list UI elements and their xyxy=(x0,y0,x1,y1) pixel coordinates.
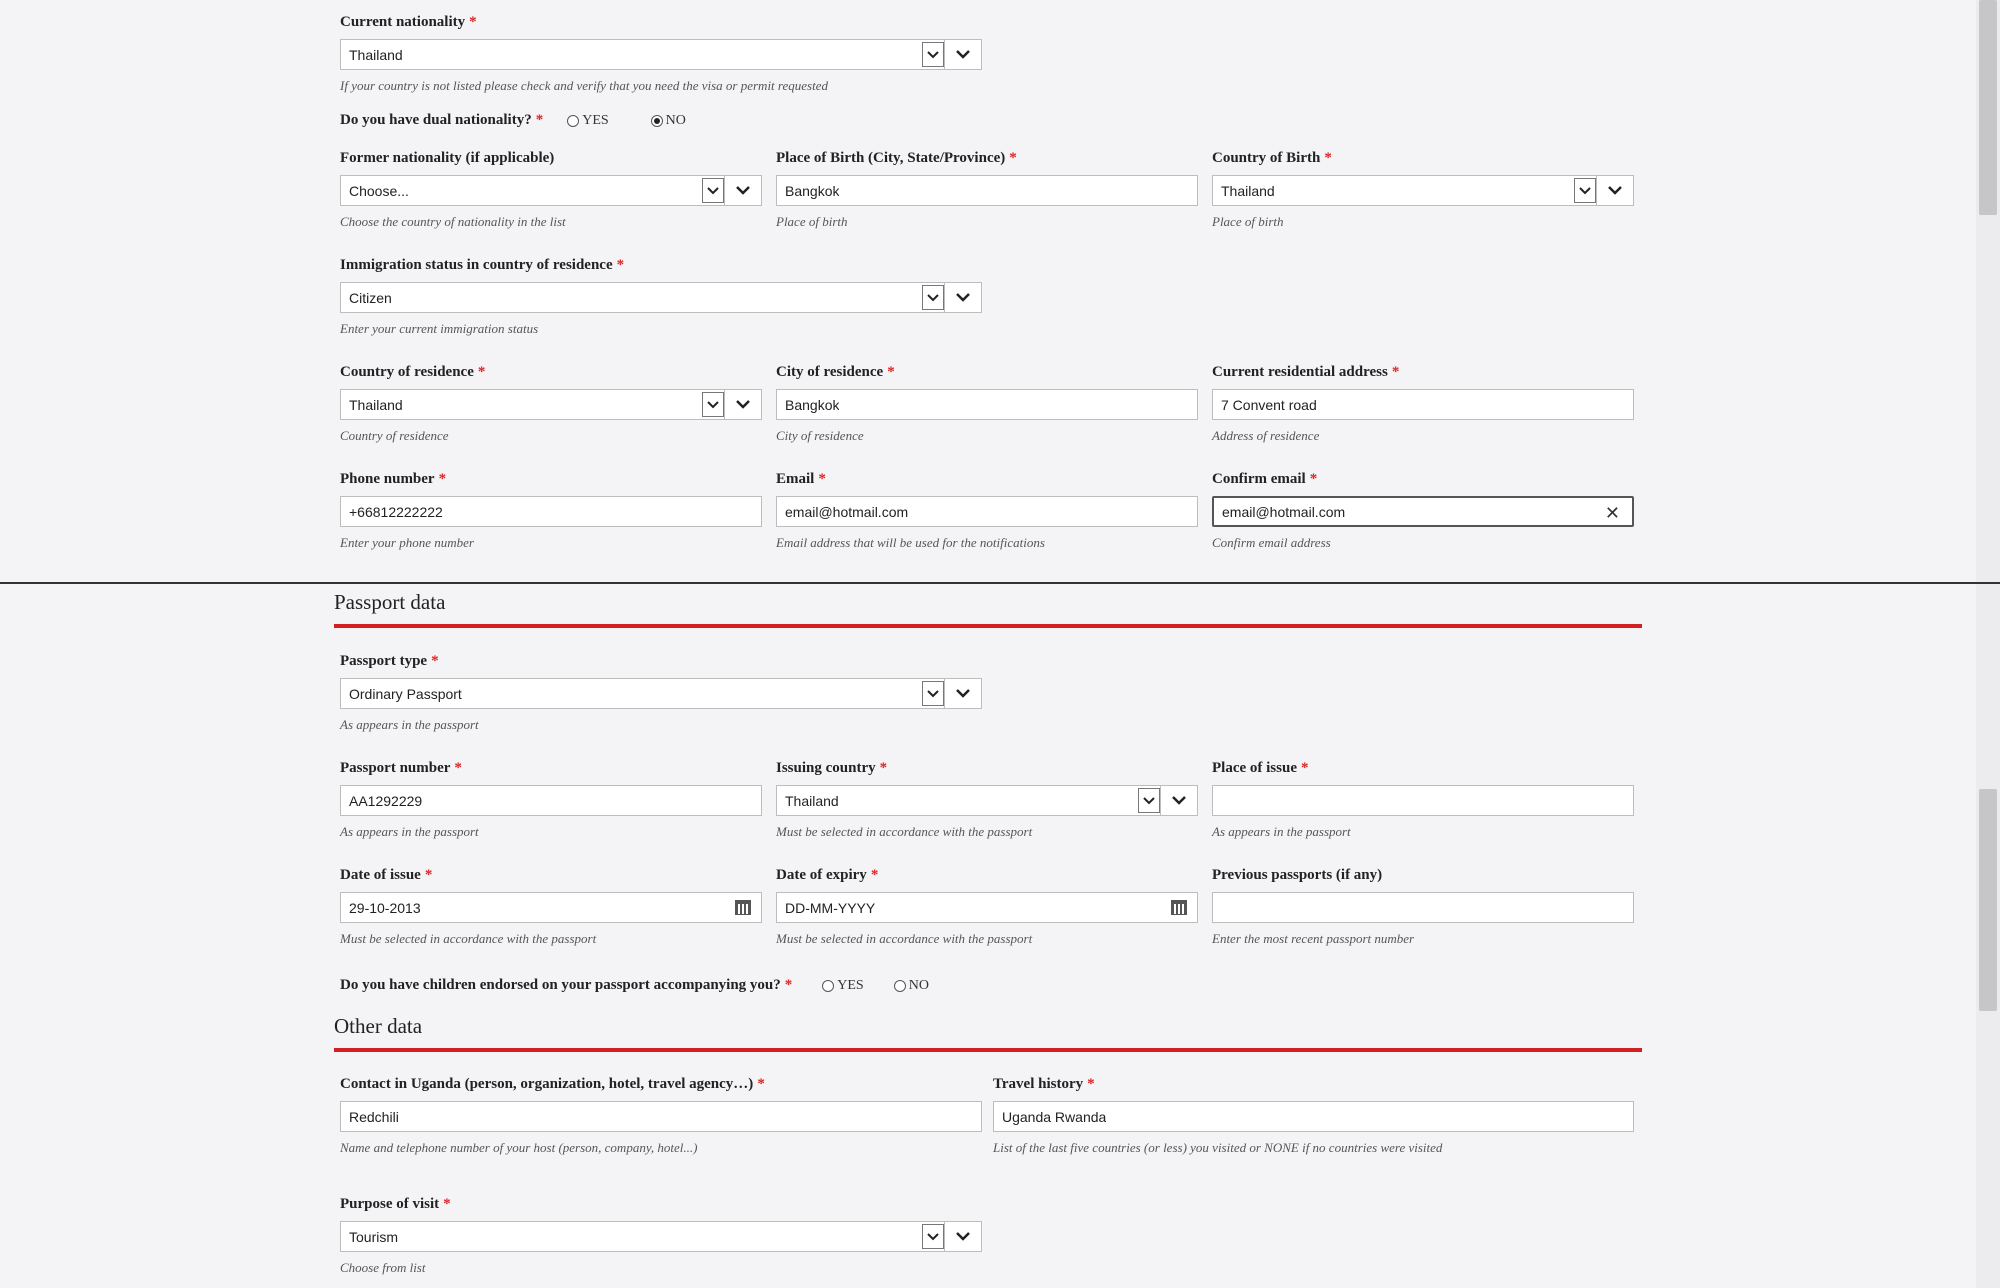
chevron-down-icon[interactable] xyxy=(1138,788,1160,813)
scrollbar-bottom[interactable] xyxy=(1976,584,2000,1288)
required-marker: * xyxy=(818,471,826,487)
confirm-email-label: Confirm email * xyxy=(1212,471,1318,487)
purpose-of-visit-field xyxy=(340,1196,982,1276)
clear-icon[interactable]: ✕ xyxy=(1604,503,1620,524)
travel-history-field xyxy=(993,1076,1634,1156)
required-marker: * xyxy=(784,977,793,993)
confirm-email-input[interactable] xyxy=(1212,496,1634,527)
confirm-email-value: email@hotmail.com xyxy=(1222,503,1346,520)
issuing-country-value: Thailand xyxy=(785,792,839,809)
required-marker: * xyxy=(535,112,544,128)
required-marker: * xyxy=(454,760,462,776)
date-of-expiry-value: DD-MM-YYYY xyxy=(785,899,876,916)
required-marker: * xyxy=(1391,364,1400,380)
dropdown-button[interactable] xyxy=(1596,175,1634,206)
issuing-country-label: Issuing country * xyxy=(776,760,888,776)
contact-uganda-field xyxy=(340,1076,982,1156)
confirm-email-hint: Confirm email address xyxy=(1212,535,1331,550)
previous-passports-label: Previous passports (if any) xyxy=(1212,867,1383,883)
previous-passports-field xyxy=(1212,867,1634,947)
country-of-birth-field xyxy=(1212,150,1634,230)
passport-number-value: AA1292229 xyxy=(349,792,423,809)
passport-type-label: Passport type * xyxy=(340,653,439,669)
issuing-country-field xyxy=(776,760,1198,840)
required-marker: * xyxy=(477,364,486,380)
dropdown-button[interactable] xyxy=(1160,785,1198,816)
immigration-status-label: Immigration status in country of residence * xyxy=(340,257,625,273)
passport-number-hint: As appears in the passport xyxy=(340,824,479,839)
passport-type-value: Ordinary Passport xyxy=(349,685,462,702)
dropdown-button[interactable] xyxy=(724,175,762,206)
city-of-residence-hint: City of residence xyxy=(776,428,864,443)
required-marker: * xyxy=(1009,150,1017,166)
chevron-down-icon[interactable] xyxy=(702,392,724,417)
country-of-birth-select[interactable] xyxy=(1212,175,1634,206)
dual-nationality-yes[interactable] xyxy=(567,113,608,129)
chevron-down-icon[interactable] xyxy=(922,42,944,67)
scroll-thumb[interactable] xyxy=(1979,0,1997,215)
place-of-birth-hint: Place of birth xyxy=(776,214,848,229)
dropdown-button[interactable] xyxy=(944,1221,982,1252)
country-of-residence-value: Thailand xyxy=(349,396,403,413)
required-marker: * xyxy=(1087,1076,1095,1092)
passport-section-title: Passport data xyxy=(334,590,446,614)
radio-label: NO xyxy=(665,112,686,128)
country-of-birth-label: Country of Birth * xyxy=(1212,150,1332,166)
children-no[interactable] xyxy=(894,978,929,994)
chevron-down-icon xyxy=(956,50,970,59)
dual-nationality-question xyxy=(340,112,686,129)
calendar-icon[interactable] xyxy=(735,900,751,915)
country-of-residence-field xyxy=(340,364,762,444)
place-of-birth-field xyxy=(776,150,1198,230)
phone-input[interactable] xyxy=(340,496,762,527)
residential-address-field xyxy=(1212,364,1634,444)
radio-label: YES xyxy=(582,112,609,128)
date-of-issue-field xyxy=(340,867,762,947)
place-of-birth-value: Bangkok xyxy=(785,182,840,199)
radio-label: YES xyxy=(837,977,864,993)
dropdown-button[interactable] xyxy=(724,389,762,420)
dual-nationality-no[interactable] xyxy=(651,113,686,129)
residential-address-label: Current residential address * xyxy=(1212,364,1400,380)
immigration-status-select[interactable] xyxy=(340,282,982,313)
travel-history-value: Uganda Rwanda xyxy=(1002,1108,1107,1125)
travel-history-input[interactable] xyxy=(993,1101,1634,1132)
passport-type-hint: As appears in the passport xyxy=(340,717,479,732)
travel-history-hint: List of the last five countries (or less) you visited or NONE if no countries were visited xyxy=(993,1140,1443,1155)
required-marker: * xyxy=(870,867,879,883)
chevron-down-icon[interactable] xyxy=(922,1224,944,1249)
required-marker: * xyxy=(1309,471,1318,487)
contact-uganda-value: Redchili xyxy=(349,1108,399,1125)
country-of-residence-hint: Country of residence xyxy=(340,428,449,443)
chevron-down-icon[interactable] xyxy=(1574,178,1596,203)
personal-data-pane xyxy=(0,0,2000,582)
phone-value: +66812222222 xyxy=(349,503,443,520)
contact-uganda-hint: Name and telephone number of your host (person, company, hotel...) xyxy=(340,1140,698,1155)
previous-passports-input[interactable] xyxy=(1212,892,1634,923)
place-of-birth-label: Place of Birth (City, State/Province) * xyxy=(776,150,1017,166)
dual-nationality-label: Do you have dual nationality? xyxy=(340,112,532,128)
required-marker: * xyxy=(469,14,477,30)
required-marker: * xyxy=(1300,760,1309,776)
place-of-issue-input[interactable] xyxy=(1212,785,1634,816)
dropdown-button[interactable] xyxy=(944,39,982,70)
travel-history-label: Travel history * xyxy=(993,1076,1095,1092)
purpose-of-visit-label: Purpose of visit * xyxy=(340,1196,451,1212)
radio-label: NO xyxy=(908,977,929,993)
radio-button[interactable] xyxy=(567,115,579,127)
email-hint: Email address that will be used for the notifications xyxy=(776,535,1045,550)
required-marker: * xyxy=(887,364,895,380)
date-of-issue-input[interactable] xyxy=(340,892,762,923)
country-of-birth-value: Thailand xyxy=(1221,182,1275,199)
former-nationality-hint: Choose the country of nationality in the list xyxy=(340,214,566,229)
dropdown-button[interactable] xyxy=(944,678,982,709)
required-marker: * xyxy=(438,471,447,487)
phone-field xyxy=(340,471,762,551)
date-of-expiry-hint: Must be selected in accordance with the passport xyxy=(776,931,1033,946)
current-nationality-field xyxy=(340,14,982,94)
email-field xyxy=(776,471,1198,551)
chevron-down-icon[interactable] xyxy=(702,178,724,203)
other-section-title: Other data xyxy=(334,1014,423,1038)
issuing-country-hint: Must be selected in accordance with the passport xyxy=(776,824,1033,839)
date-of-expiry-field xyxy=(776,867,1198,947)
former-nationality-value: Choose... xyxy=(349,182,409,199)
children-label: Do you have children endorsed on your passport accompanying you? xyxy=(340,977,781,993)
former-nationality-label: Former nationality (if applicable) xyxy=(340,150,555,166)
passport-type-field xyxy=(340,653,982,733)
contact-uganda-input[interactable] xyxy=(340,1101,982,1132)
required-marker: * xyxy=(443,1196,451,1212)
place-of-issue-hint: As appears in the passport xyxy=(1212,824,1351,839)
passport-number-label: Passport number * xyxy=(340,760,462,776)
calendar-icon[interactable] xyxy=(1171,900,1187,915)
chevron-down-icon[interactable] xyxy=(922,681,944,706)
issuing-country-select[interactable] xyxy=(776,785,1198,816)
required-marker: * xyxy=(616,257,625,273)
purpose-of-visit-hint: Choose from list xyxy=(340,1260,426,1275)
required-marker: * xyxy=(757,1076,765,1092)
radio-button[interactable] xyxy=(894,980,906,992)
purpose-of-visit-select[interactable] xyxy=(340,1221,982,1252)
chevron-down-icon xyxy=(1608,186,1622,195)
city-of-residence-value: Bangkok xyxy=(785,396,840,413)
current-nationality-hint: If your country is not listed please check and verify that you need the visa or permit requested xyxy=(340,78,828,93)
scrollbar-top[interactable] xyxy=(1976,0,2000,582)
children-yes[interactable] xyxy=(822,978,863,994)
phone-hint: Enter your phone number xyxy=(340,535,474,550)
residential-address-value: 7 Convent road xyxy=(1221,396,1317,413)
confirm-email-field xyxy=(1212,471,1634,551)
purpose-of-visit-value: Tourism xyxy=(349,1228,399,1245)
contact-uganda-label: Contact in Uganda (person, organization, hotel, travel agency…) * xyxy=(340,1076,765,1092)
required-marker: * xyxy=(1324,150,1332,166)
chevron-down-icon xyxy=(736,186,750,195)
dropdown-button[interactable] xyxy=(944,282,982,313)
country-of-residence-select[interactable] xyxy=(340,389,762,420)
former-nationality-field xyxy=(340,150,762,230)
place-of-issue-field xyxy=(1212,760,1634,840)
current-nationality-value: Thailand xyxy=(349,46,403,63)
required-marker: * xyxy=(431,653,439,669)
date-of-expiry-input[interactable] xyxy=(776,892,1198,923)
current-nationality-select[interactable] xyxy=(340,39,982,70)
residential-address-hint: Address of residence xyxy=(1212,428,1320,443)
chevron-down-icon[interactable] xyxy=(922,285,944,310)
radio-button[interactable] xyxy=(651,115,663,127)
city-of-residence-input[interactable] xyxy=(776,389,1198,420)
country-of-birth-hint: Place of birth xyxy=(1212,214,1284,229)
children-question xyxy=(340,977,929,994)
city-of-residence-label: City of residence * xyxy=(776,364,895,380)
immigration-status-field xyxy=(340,257,982,337)
passport-type-select[interactable] xyxy=(340,678,982,709)
city-of-residence-field xyxy=(776,364,1198,444)
chevron-down-icon xyxy=(956,1232,970,1241)
previous-passports-hint: Enter the most recent passport number xyxy=(1212,931,1415,946)
passport-number-input[interactable] xyxy=(340,785,762,816)
country-of-residence-label: Country of residence * xyxy=(340,364,486,380)
email-label: Email * xyxy=(776,471,826,487)
date-of-issue-value: 29-10-2013 xyxy=(349,899,421,916)
other-section-rule xyxy=(334,1048,1642,1052)
required-marker: * xyxy=(879,760,888,776)
immigration-status-hint: Enter your current immigration status xyxy=(340,321,539,336)
immigration-status-value: Citizen xyxy=(349,289,392,306)
place-of-birth-input[interactable] xyxy=(776,175,1198,206)
chevron-down-icon xyxy=(956,689,970,698)
chevron-down-icon xyxy=(1172,796,1186,805)
required-marker: * xyxy=(424,867,433,883)
place-of-issue-label: Place of issue * xyxy=(1212,760,1309,776)
email-input[interactable] xyxy=(776,496,1198,527)
email-value: email@hotmail.com xyxy=(785,503,909,520)
scroll-thumb[interactable] xyxy=(1979,789,1997,1011)
passport-section-rule xyxy=(334,624,1642,628)
radio-button[interactable] xyxy=(822,980,834,992)
phone-label: Phone number * xyxy=(340,471,447,487)
current-nationality-label: Current nationality * xyxy=(340,14,477,30)
date-of-issue-label: Date of issue * xyxy=(340,867,433,883)
date-of-issue-hint: Must be selected in accordance with the passport xyxy=(340,931,597,946)
passport-number-field xyxy=(340,760,762,840)
chevron-down-icon xyxy=(736,400,750,409)
former-nationality-select[interactable] xyxy=(340,175,762,206)
residential-address-input[interactable] xyxy=(1212,389,1634,420)
date-of-expiry-label: Date of expiry * xyxy=(776,867,879,883)
chevron-down-icon xyxy=(956,293,970,302)
passport-other-pane xyxy=(0,584,2000,1288)
